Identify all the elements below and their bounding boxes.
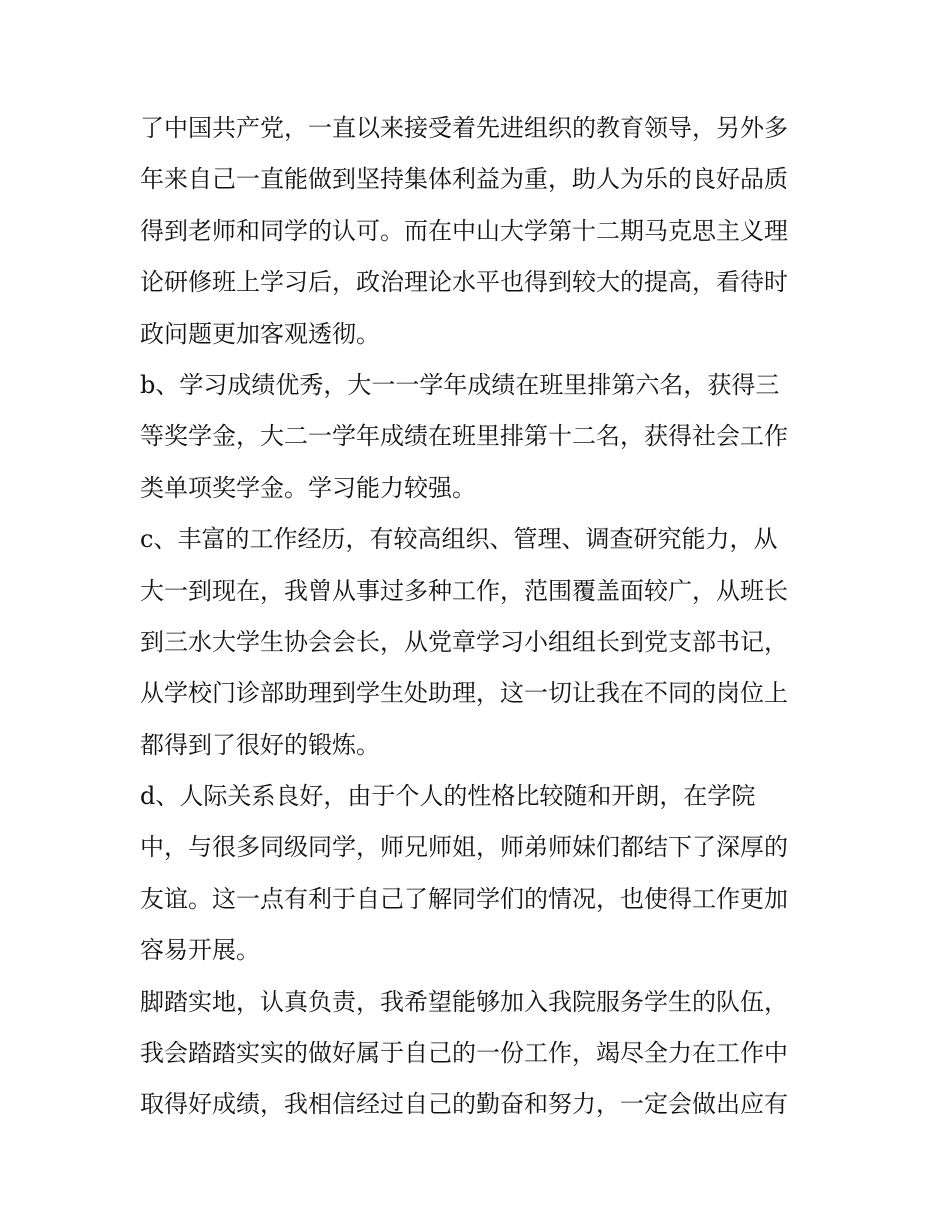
text-line: 类单项奖学金。学习能力较强。: [140, 473, 476, 502]
text-line: 到三水大学生协会会长，从党章学习小组组长到党支部书记，: [140, 627, 788, 656]
text-line: 友谊。这一点有利于自己了解同学们的情况，也使得工作更加: [140, 884, 788, 913]
text-line: 脚踏实地，认真负责，我希望能够加入我院服务学生的队伍，: [140, 987, 788, 1016]
text-line: 我会踏踏实实的做好属于自己的一份工作，竭尽全力在工作中: [140, 1039, 788, 1068]
text-line: 从学校门诊部助理到学生处助理，这一切让我在不同的岗位上: [140, 679, 788, 708]
text-line: 政问题更加客观透彻。: [140, 319, 380, 348]
text-line: d、人际关系良好，由于个人的性格比较随和开朗，在学院: [140, 782, 756, 811]
paragraph-relationships: [140, 771, 820, 977]
text-line: c、丰富的工作经历，有较高组织、管理、调查研究能力，从: [140, 525, 778, 554]
paragraph-work-experience: [140, 514, 820, 771]
text-line: 都得到了很好的锻炼。: [140, 730, 380, 759]
document-body: [140, 103, 820, 1131]
text-line: 中，与很多同级同学，师兄师姐，师弟师妹们都结下了深厚的: [140, 833, 788, 862]
paragraph-political: [140, 103, 820, 360]
text-line: 等奖学金，大二一学年成绩在班里排第十二名，获得社会工作: [140, 422, 788, 451]
text-line: b、学习成绩优秀，大一一学年成绩在班里排第六名，获得三: [140, 370, 780, 399]
text-line: 大一到现在，我曾从事过多种工作，范围覆盖面较广，从班长: [140, 576, 788, 605]
text-line: 论研修班上学习后，政治理论水平也得到较大的提高，看待时: [140, 268, 788, 297]
text-line: 取得好成绩，我相信经过自己的勤奋和努力，一定会做出应有: [140, 1090, 788, 1119]
paragraph-closing: [140, 977, 820, 1131]
text-line: 年来自己一直能做到坚持集体利益为重，助人为乐的良好品质: [140, 165, 788, 194]
text-line: 容易开展。: [140, 936, 260, 965]
paragraph-academic: [140, 360, 820, 514]
text-line: 得到老师和同学的认可。而在中山大学第十二期马克思主义理: [140, 216, 788, 245]
text-line: 了中国共产党，一直以来接受着先进组织的教育领导，另外多: [140, 114, 788, 142]
